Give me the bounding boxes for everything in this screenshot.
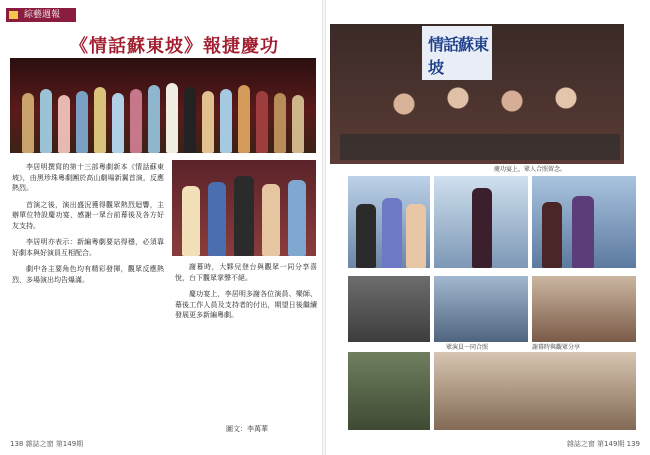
photo-credit: 圖文：李萬華 (226, 425, 268, 433)
performer-figure (112, 93, 124, 153)
crowd (350, 80, 620, 140)
performer-figure (184, 87, 196, 153)
article-column-2 (175, 262, 317, 422)
right-page (326, 0, 650, 455)
stage-curtain-call-photo (10, 58, 316, 153)
performer-figure (40, 89, 52, 153)
performer-figure (292, 95, 304, 153)
performer-figure (382, 198, 402, 268)
left-page (0, 0, 322, 455)
banquet-photo (532, 276, 636, 342)
article-paragraph: 李居明撰寫的第十三部粵劇新本《情話蘇東坡》，由黑珍珠粵劇團於高山劇場新翼首演，反應熱烈。 (12, 163, 164, 192)
banquet-table-photo (434, 352, 636, 430)
performer-figure (220, 89, 232, 153)
article-paragraph: 慶功宴上，李居明多謝各位演員、樂師、幕後工作人員及支持者的付出，期望日後繼續發展更多新編粵劇。 (175, 290, 317, 319)
performer-figure (234, 176, 254, 256)
article-paragraph: 劇中各主要角色均有精彩發揮，觀眾反應熱烈，多場演出均告爆滿。 (12, 265, 164, 284)
article-paragraph: 首演之後，演出盛況獲得觀眾熱烈迴響，主辦單位特設慶功宴，感謝一眾台前幕後及各方好友支持。 (12, 200, 164, 230)
performer-figure (572, 196, 594, 268)
section-tag (6, 8, 76, 22)
guest-photo (348, 352, 430, 430)
article-column-1 (12, 162, 164, 442)
performer-figure (262, 184, 280, 256)
article-paragraph: 李居明亦表示：新編粵劇要站得穩，必須靠好劇本與好演員互相配合。 (12, 238, 164, 257)
performer-figure (94, 87, 106, 153)
performer-figure (542, 202, 562, 268)
performer-photo (348, 176, 430, 268)
page-number-right: 雜誌之窗 第149期 139 (566, 440, 640, 448)
page-number-left: 138 雜誌之窗 第149期 (10, 440, 84, 448)
performer-figure (288, 180, 306, 256)
performer-figure (166, 83, 178, 153)
guest-photo (434, 276, 528, 342)
article-paragraph: 謝幕時，大夥兒登台與觀眾一同分享喜悅，台下觀眾掌聲不絕。 (175, 263, 317, 282)
guest-photo (348, 276, 430, 342)
host-photo (434, 176, 528, 268)
performer-figure (130, 89, 142, 153)
caption: 謝幕時與觀眾分享 (532, 344, 581, 351)
performer-figure (256, 91, 268, 153)
performer-figure (58, 95, 70, 153)
group-photo (330, 24, 624, 164)
performer-figure (182, 186, 200, 256)
performer-figure (208, 182, 226, 256)
banner-title: 情話蘇東坡 (428, 35, 489, 77)
performer-figure (406, 204, 426, 268)
performer-figure (356, 204, 376, 268)
banner-board (422, 26, 492, 80)
performer-photo (532, 176, 636, 268)
section-tag-icon (9, 11, 18, 19)
caption: 眾演員一同合照 (446, 344, 489, 351)
section-tag-label: 綜藝週報 (24, 10, 61, 20)
performer-figure (22, 93, 34, 153)
performers-photo (172, 160, 316, 256)
performer-figure (202, 91, 214, 153)
host-figure (472, 188, 492, 268)
crowd-front-row (340, 134, 620, 160)
caption: 慶功宴上，眾人合照留念。 (494, 166, 567, 173)
performer-figure (238, 85, 250, 153)
headline: 《情話蘇東坡》報捷慶功 (70, 36, 279, 57)
performer-figure (274, 93, 286, 153)
performer-figure (148, 85, 160, 153)
performer-figure (76, 91, 88, 153)
